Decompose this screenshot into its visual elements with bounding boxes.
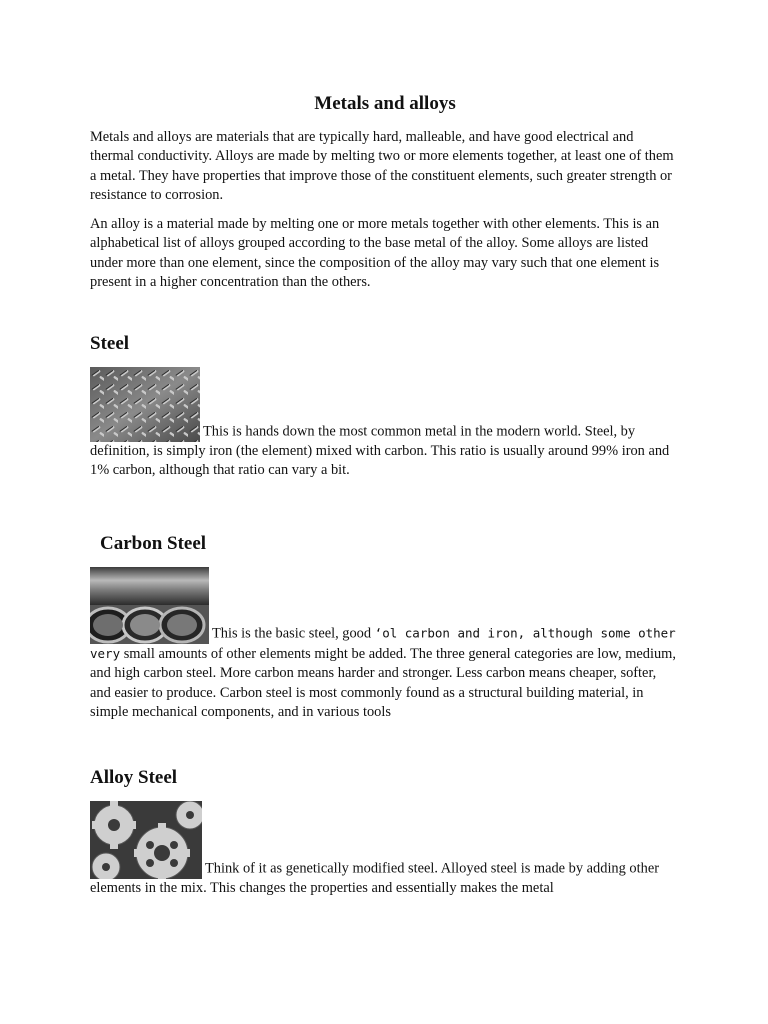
steel-gears-image [90,801,202,879]
document-title: Metals and alloys [314,93,456,114]
section-alloy-steel-text: Think of it as genetically modified steel. Alloyed steel is made by adding other elements in the mix. This changes the properties and essentially makes the metal [90,860,659,896]
section-alloy-steel-paragraph [90,801,680,898]
section-carbon-steel-text-start: This is the basic steel, good [212,625,375,642]
section-heading-alloy-steel: Alloy Steel [90,767,178,788]
section-carbon-steel-text-rest: small amounts of other elements might be added. The three general categories are low, medium, and high carbon steel. More carbon means harder and stronger. Less carbon means cheaper, softer, and easier to produce. Carbon steel is most commonly found as a structural building material, in simple mechanical components, and in various tools [90,646,676,720]
section-heading-steel: Steel [90,333,130,354]
intro-paragraph-2: An alloy is a material made by melting one or more metals together with other elements. This is an alphabetical list of alloys grouped according to the base metal of the alloy. Some alloys are listed under more than one element, since the composition of the alloy may vary such that one element is present in a higher concentration than the others. [90,216,660,290]
steel-diamond-plate-image [90,367,200,442]
section-steel-text: This is hands down the most common metal in the modern world. Steel, by definition, is simply iron (the element) mixed with carbon. This ratio is usually around 99% iron and 1% carbon, although that ratio can vary a bit. [90,423,670,479]
section-heading-carbon-steel: Carbon Steel [100,533,207,554]
section-steel-paragraph [90,367,680,481]
intro-paragraph-1: Metals and alloys are materials that are typically hard, malleable, and have good electrical and thermal conductivity. Alloys are made by melting two or more elements together, at least one of them a metal. They have properties that improve those of the constituent elements, such greater strength or resistance to corrosion. [90,129,674,203]
section-carbon-steel-paragraph [90,567,680,722]
steel-pipes-image [90,567,209,644]
section-carbon-steel-text-mono: ‘ol carbon and iron, although some other very [90,625,676,661]
